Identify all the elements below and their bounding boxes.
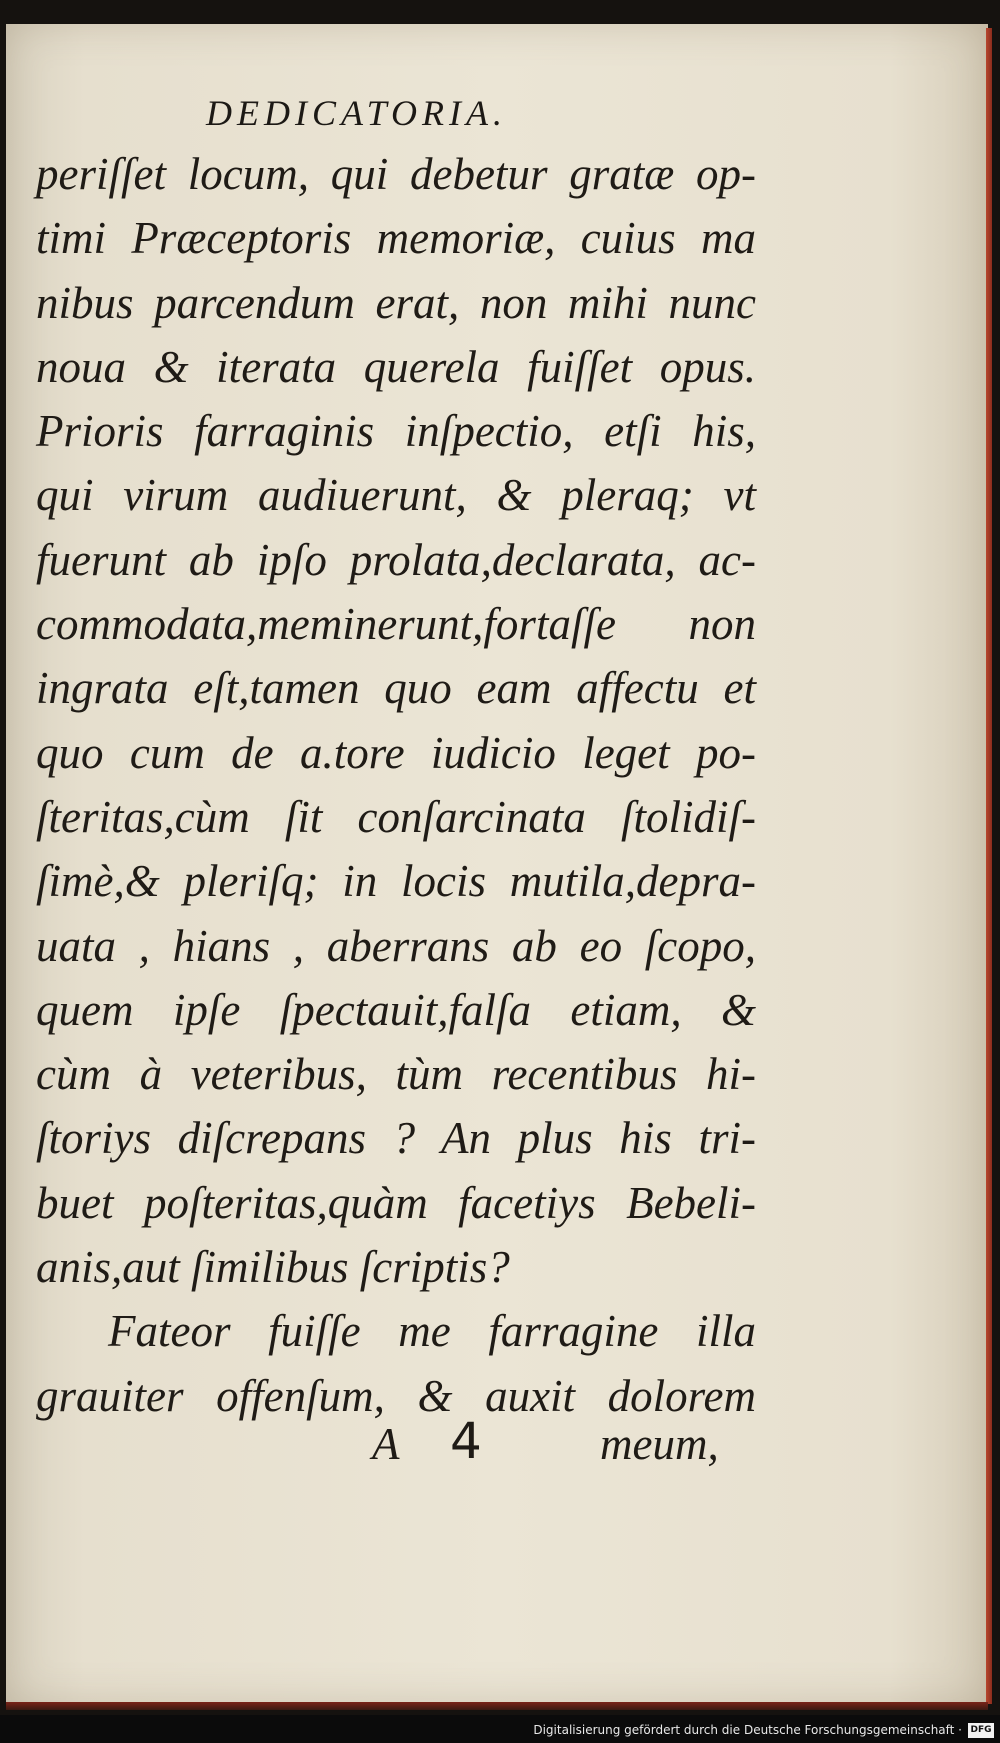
footer-bar <box>0 1715 1000 1743</box>
text-line-4: noua & iterata querela fuiſſet opus. <box>36 341 756 392</box>
funding-credit: Digitalisierung gefördert durch die Deutsche Forschungsgemeinschaft · <box>533 1723 962 1737</box>
page-edge-bottom <box>6 1702 988 1710</box>
text-line-10: quo cum de a.tore iudicio leget po- <box>36 727 756 778</box>
text-line-9: ingrata eſt,tamen quo eam affectu et <box>36 663 756 714</box>
text-line-17: buet poſteritas,quàm facetiys Bebeli- <box>36 1177 756 1228</box>
catchword: meum, <box>600 1419 719 1469</box>
signature-number: 4 <box>450 1412 482 1470</box>
signature-letter: A <box>372 1419 400 1469</box>
text-line-11: ſteritas,cùm ſit conſarcinata ſtolidiſ- <box>36 791 756 842</box>
text-line-13: uata , hians , aberrans ab eo ſcopo, <box>36 920 756 971</box>
text-line-8: commodata,meminerunt,fortaſſe non <box>36 599 756 650</box>
text-line-18: anis,aut ſimilibus ſcriptis? <box>36 1242 510 1293</box>
text-line-16: ſtoriys diſcrepans ? An plus his tri- <box>36 1113 756 1164</box>
text-line-3: nibus parcendum erat, non mihi nunc <box>36 277 756 328</box>
text-line-12: ſimè,& pleriſq; in locis mutila,depra- <box>36 856 756 907</box>
text-line-6: qui virum audiuerunt, & pleraq; vt <box>36 470 756 521</box>
text-line-20: grauiter offenſum, & auxit dolorem <box>36 1370 756 1421</box>
text-line-15: cùm à veteribus, tùm recentibus hi- <box>36 1049 756 1100</box>
page-edge-right <box>986 28 992 1704</box>
running-head: DEDICATORIA. <box>206 93 507 133</box>
body-text <box>36 142 756 1428</box>
text-line-14: quem ipſe ſpectauit,falſa etiam, & <box>36 984 756 1035</box>
text-line-19: Fateor fuiſſe me farragine illa <box>108 1306 756 1357</box>
text-line-2: timi Præceptoris memoriæ, cuius ma <box>36 213 756 264</box>
text-line-7: fuerunt ab ipſo prolata,declarata, ac- <box>36 534 756 585</box>
dfg-logo: DFG <box>968 1723 994 1738</box>
text-line-5: Prioris farraginis inſpectio, etſi his, <box>36 406 756 457</box>
text-line-1: periſſet locum, qui debetur gratæ op- <box>36 149 756 199</box>
